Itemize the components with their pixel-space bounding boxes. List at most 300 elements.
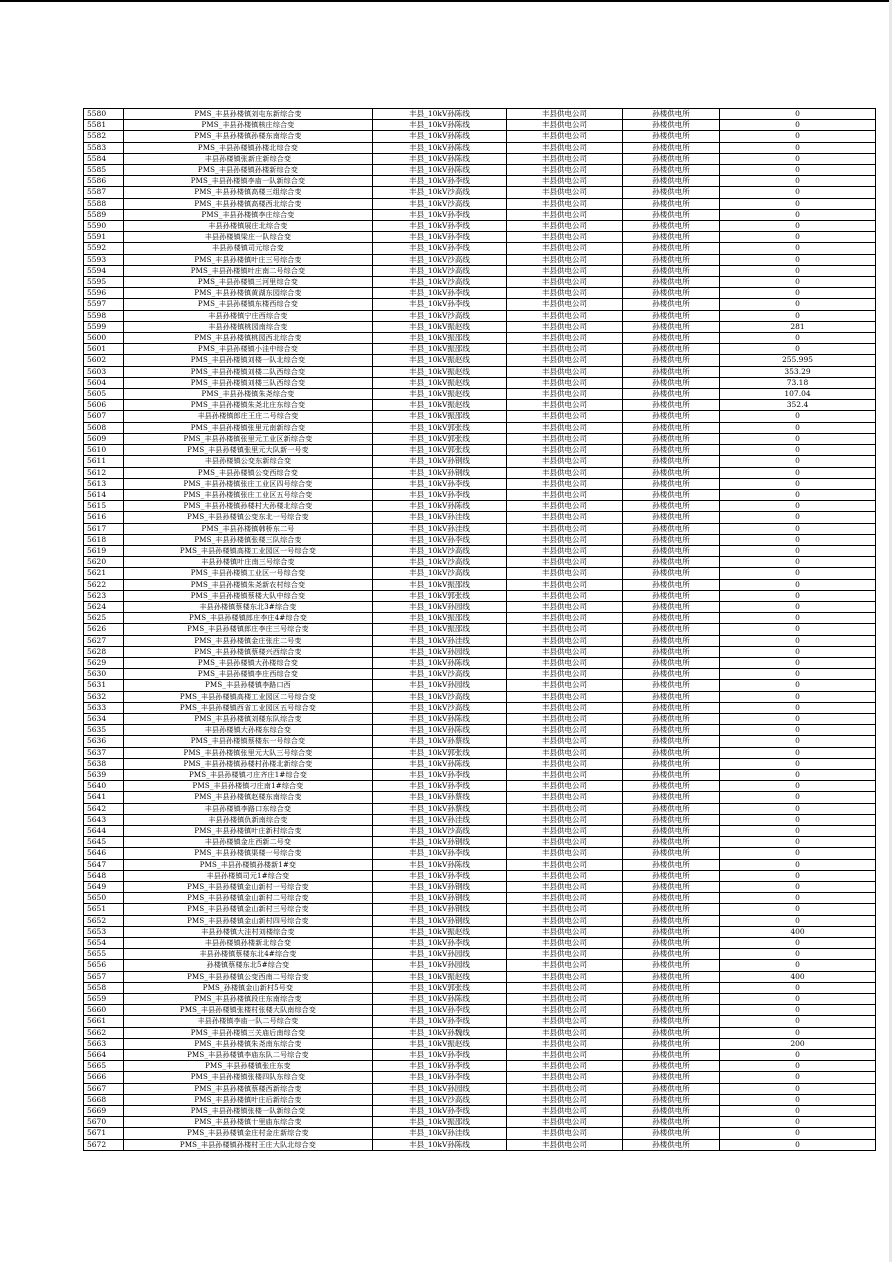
feeder-line-cell: 丰县_10kV振赵线 (373, 321, 507, 332)
feeder-line-cell: 丰县_10kV孙陈线 (373, 120, 507, 131)
substation-name-cell: PMS_丰县孙楼镇张楼三队综合变 (124, 534, 373, 545)
row-id-cell: 5591 (84, 232, 124, 243)
feeder-line-cell: 丰县_10kV振赵线 (373, 1038, 507, 1049)
table-row (84, 624, 876, 635)
substation-name-cell: PMS_丰县孙楼镇刘楼三队西综合变 (124, 377, 373, 388)
substation-name-cell: 丰县孙楼镇大洼村刘楼综合变 (124, 926, 373, 937)
company-cell: 丰县供电公司 (507, 467, 623, 478)
feeder-line-cell: 丰县_10kV振赵线 (373, 400, 507, 411)
station-cell: 孙楼供电所 (623, 389, 720, 400)
table-row (84, 1106, 876, 1117)
feeder-line-cell: 丰县_10kV沙高线 (373, 826, 507, 837)
row-id-cell: 5617 (84, 523, 124, 534)
company-cell: 丰县供电公司 (507, 971, 623, 982)
company-cell: 丰县供电公司 (507, 960, 623, 971)
value-cell: 0 (720, 1094, 876, 1105)
substation-name-cell: PMS_丰县孙楼镇金山新村三号综合变 (124, 904, 373, 915)
feeder-line-cell: 丰县_10kV孙陈线 (373, 1139, 507, 1150)
station-cell: 孙楼供电所 (623, 568, 720, 579)
company-cell: 丰县供电公司 (507, 254, 623, 265)
value-cell: 73.18 (720, 377, 876, 388)
substation-name-cell: 丰县孙楼镇蔡楼东北3#综合变 (124, 601, 373, 612)
value-cell: 0 (720, 848, 876, 859)
feeder-line-cell: 丰县_10kV孙钢线 (373, 882, 507, 893)
substation-name-cell: PMS_丰县孙楼镇刘屯东新综合变 (124, 109, 373, 120)
station-cell: 孙楼供电所 (623, 994, 720, 1005)
station-cell: 孙楼供电所 (623, 1005, 720, 1016)
table-row (84, 736, 876, 747)
row-id-cell: 5628 (84, 646, 124, 657)
station-cell: 孙楼供电所 (623, 355, 720, 366)
value-cell: 0 (720, 545, 876, 556)
table-row (84, 411, 876, 422)
row-id-cell: 5639 (84, 769, 124, 780)
substation-name-cell: PMS_孙楼镇金山新村5号变 (124, 982, 373, 993)
value-cell: 0 (720, 467, 876, 478)
value-cell: 200 (720, 1038, 876, 1049)
row-id-cell: 5583 (84, 142, 124, 153)
value-cell: 0 (720, 1117, 876, 1128)
value-cell: 0 (720, 691, 876, 702)
company-cell: 丰县供电公司 (507, 826, 623, 837)
station-cell: 孙楼供电所 (623, 1117, 720, 1128)
value-cell: 0 (720, 781, 876, 792)
value-cell: 0 (720, 613, 876, 624)
station-cell: 孙楼供电所 (623, 277, 720, 288)
substation-name-cell: 丰县孙楼镇桃园南综合变 (124, 321, 373, 332)
feeder-line-cell: 丰县_10kV振邵线 (373, 411, 507, 422)
table-row (84, 355, 876, 366)
row-id-cell: 5645 (84, 837, 124, 848)
feeder-line-cell: 丰县_10kV孙园线 (373, 646, 507, 657)
table-row (84, 377, 876, 388)
table-row (84, 445, 876, 456)
station-cell: 孙楼供电所 (623, 938, 720, 949)
feeder-line-cell: 丰县_10kV孙李线 (373, 1061, 507, 1072)
company-cell: 丰县供电公司 (507, 344, 623, 355)
table-row (84, 982, 876, 993)
substation-name-cell: 孙楼镇蔡楼东北5#综合变 (124, 960, 373, 971)
feeder-line-cell: 丰县_10kV孙李线 (373, 176, 507, 187)
table-row (84, 949, 876, 960)
substation-name-cell: PMS_丰县孙楼镇大孙楼综合变 (124, 657, 373, 668)
company-cell: 丰县供电公司 (507, 915, 623, 926)
table-body (84, 109, 876, 1151)
substation-name-cell: PMS_丰县孙楼镇金山新村二号综合变 (124, 893, 373, 904)
company-cell: 丰县供电公司 (507, 1139, 623, 1150)
table-row (84, 702, 876, 713)
company-cell: 丰县供电公司 (507, 478, 623, 489)
substation-name-cell: PMS_丰县孙楼镇金庄张庄二号变 (124, 635, 373, 646)
station-cell: 孙楼供电所 (623, 601, 720, 612)
station-cell: 孙楼供电所 (623, 657, 720, 668)
substation-name-cell: 丰县孙楼镇叶庄南三号综合变 (124, 557, 373, 568)
value-cell: 0 (720, 960, 876, 971)
feeder-line-cell: 丰县_10kV沙高线 (373, 1094, 507, 1105)
table-row (84, 187, 876, 198)
substation-name-cell: PMS_丰县孙楼镇孙楼新综合变 (124, 165, 373, 176)
company-cell: 丰县供电公司 (507, 120, 623, 131)
station-cell: 孙楼供电所 (623, 534, 720, 545)
table-row (84, 915, 876, 926)
row-id-cell: 5661 (84, 1016, 124, 1027)
value-cell: 0 (720, 982, 876, 993)
table-row (84, 579, 876, 590)
substation-name-cell: PMS_丰县孙楼镇刘楼东队综合变 (124, 713, 373, 724)
company-cell: 丰县供电公司 (507, 221, 623, 232)
value-cell: 0 (720, 512, 876, 523)
feeder-line-cell: 丰县_10kV孙园线 (373, 960, 507, 971)
company-cell: 丰县供电公司 (507, 109, 623, 120)
company-cell: 丰县供电公司 (507, 870, 623, 881)
table-row (84, 456, 876, 467)
company-cell: 丰县供电公司 (507, 1038, 623, 1049)
row-id-cell: 5620 (84, 557, 124, 568)
table-row (84, 713, 876, 724)
row-id-cell: 5649 (84, 882, 124, 893)
value-cell: 400 (720, 971, 876, 982)
feeder-line-cell: 丰县_10kV孙陈线 (373, 109, 507, 120)
table-row (84, 433, 876, 444)
substation-name-cell: PMS_丰县孙楼镇李庄综合变 (124, 209, 373, 220)
company-cell: 丰县供电公司 (507, 747, 623, 758)
feeder-line-cell: 丰县_10kV孙陈线 (373, 142, 507, 153)
station-cell: 孙楼供电所 (623, 915, 720, 926)
company-cell: 丰县供电公司 (507, 590, 623, 601)
table-row (84, 859, 876, 870)
substation-name-cell: PMS_丰县孙楼镇李庄西综合变 (124, 669, 373, 680)
row-id-cell: 5636 (84, 736, 124, 747)
table-row (84, 1072, 876, 1083)
company-cell: 丰县供电公司 (507, 725, 623, 736)
value-cell: 0 (720, 254, 876, 265)
row-id-cell: 5614 (84, 489, 124, 500)
table-row (84, 221, 876, 232)
value-cell: 0 (720, 422, 876, 433)
company-cell: 丰县供电公司 (507, 814, 623, 825)
table-row (84, 288, 876, 299)
company-cell: 丰县供电公司 (507, 422, 623, 433)
company-cell: 丰县供电公司 (507, 153, 623, 164)
value-cell: 0 (720, 523, 876, 534)
feeder-line-cell: 丰县_10kV郭张线 (373, 422, 507, 433)
substation-name-cell: PMS_丰县孙楼镇张里元南新综合变 (124, 422, 373, 433)
value-cell: 0 (720, 489, 876, 500)
company-cell: 丰县供电公司 (507, 669, 623, 680)
value-cell: 107.04 (720, 389, 876, 400)
station-cell: 孙楼供电所 (623, 781, 720, 792)
company-cell: 丰县供电公司 (507, 1094, 623, 1105)
substation-name-cell: PMS_丰县孙楼镇渠楼一号综合变 (124, 848, 373, 859)
table-row (84, 568, 876, 579)
value-cell: 0 (720, 859, 876, 870)
table-row (84, 994, 876, 1005)
feeder-line-cell: 丰县_10kV振赵线 (373, 926, 507, 937)
feeder-line-cell: 丰县_10kV孙园线 (373, 1083, 507, 1094)
table-row (84, 277, 876, 288)
company-cell: 丰县供电公司 (507, 736, 623, 747)
company-cell: 丰县供电公司 (507, 265, 623, 276)
value-cell: 0 (720, 198, 876, 209)
company-cell: 丰县供电公司 (507, 949, 623, 960)
feeder-line-cell: 丰县_10kV孙洼线 (373, 814, 507, 825)
feeder-line-cell: 丰县_10kV沙高线 (373, 568, 507, 579)
feeder-line-cell: 丰县_10kV孙李线 (373, 232, 507, 243)
feeder-line-cell: 丰县_10kV孙蔡线 (373, 803, 507, 814)
value-cell: 0 (720, 568, 876, 579)
value-cell: 0 (720, 1083, 876, 1094)
station-cell: 孙楼供电所 (623, 131, 720, 142)
company-cell: 丰县供电公司 (507, 277, 623, 288)
station-cell: 孙楼供电所 (623, 848, 720, 859)
station-cell: 孙楼供电所 (623, 1050, 720, 1061)
value-cell: 0 (720, 624, 876, 635)
station-cell: 孙楼供电所 (623, 209, 720, 220)
row-id-cell: 5667 (84, 1083, 124, 1094)
station-cell: 孙楼供电所 (623, 882, 720, 893)
station-cell: 孙楼供电所 (623, 803, 720, 814)
value-cell: 0 (720, 870, 876, 881)
station-cell: 孙楼供电所 (623, 971, 720, 982)
feeder-line-cell: 丰县_10kV孙钢线 (373, 904, 507, 915)
row-id-cell: 5587 (84, 187, 124, 198)
value-cell: 0 (720, 1128, 876, 1139)
feeder-line-cell: 丰县_10kV振赵线 (373, 389, 507, 400)
row-id-cell: 5666 (84, 1072, 124, 1083)
station-cell: 孙楼供电所 (623, 478, 720, 489)
substation-name-cell: PMS_丰县孙楼镇公变东北一号综合变 (124, 512, 373, 523)
station-cell: 孙楼供电所 (623, 893, 720, 904)
substation-name-cell: PMS_丰县孙楼镇张楼村张楼大队南综合变 (124, 1005, 373, 1016)
row-id-cell: 5651 (84, 904, 124, 915)
company-cell: 丰县供电公司 (507, 512, 623, 523)
station-cell: 孙楼供电所 (623, 299, 720, 310)
value-cell: 0 (720, 949, 876, 960)
row-id-cell: 5599 (84, 321, 124, 332)
feeder-line-cell: 丰县_10kV沙高线 (373, 198, 507, 209)
station-cell: 孙楼供电所 (623, 333, 720, 344)
station-cell: 孙楼供电所 (623, 669, 720, 680)
feeder-line-cell: 丰县_10kV孙李线 (373, 1016, 507, 1027)
value-cell: 0 (720, 165, 876, 176)
row-id-cell: 5633 (84, 702, 124, 713)
table-row (84, 389, 876, 400)
substation-name-cell: PMS_丰县孙楼镇小洼中综合变 (124, 344, 373, 355)
feeder-line-cell: 丰县_10kV孙蔡线 (373, 736, 507, 747)
row-id-cell: 5581 (84, 120, 124, 131)
company-cell: 丰县供电公司 (507, 131, 623, 142)
row-id-cell: 5585 (84, 165, 124, 176)
station-cell: 孙楼供电所 (623, 624, 720, 635)
station-cell: 孙楼供电所 (623, 747, 720, 758)
company-cell: 丰县供电公司 (507, 456, 623, 467)
substation-name-cell: PMS_丰县孙楼镇十里庙东综合变 (124, 1117, 373, 1128)
table-row (84, 590, 876, 601)
station-cell: 孙楼供电所 (623, 1027, 720, 1038)
company-cell: 丰县供电公司 (507, 1083, 623, 1094)
substation-name-cell: PMS_丰县孙楼镇高楼工业园区二号综合变 (124, 691, 373, 702)
company-cell: 丰县供电公司 (507, 534, 623, 545)
substation-name-cell: PMS_丰县孙楼镇赵楼东南综合变 (124, 792, 373, 803)
station-cell: 孙楼供电所 (623, 859, 720, 870)
row-id-cell: 5629 (84, 657, 124, 668)
row-id-cell: 5627 (84, 635, 124, 646)
value-cell: 0 (720, 938, 876, 949)
company-cell: 丰县供电公司 (507, 355, 623, 366)
row-id-cell: 5597 (84, 299, 124, 310)
table-row (84, 512, 876, 523)
table-row (84, 400, 876, 411)
station-cell: 孙楼供电所 (623, 198, 720, 209)
feeder-line-cell: 丰县_10kV郭张线 (373, 747, 507, 758)
company-cell: 丰县供电公司 (507, 994, 623, 1005)
row-id-cell: 5650 (84, 893, 124, 904)
company-cell: 丰县供电公司 (507, 926, 623, 937)
company-cell: 丰县供电公司 (507, 938, 623, 949)
value-cell: 0 (720, 725, 876, 736)
table-row (84, 882, 876, 893)
feeder-line-cell: 丰县_10kV孙李线 (373, 1072, 507, 1083)
table-row (84, 120, 876, 131)
station-cell: 孙楼供电所 (623, 232, 720, 243)
substation-name-cell: 丰县孙楼镇展庄北综合变 (124, 221, 373, 232)
company-cell: 丰县供电公司 (507, 758, 623, 769)
value-cell: 0 (720, 1027, 876, 1038)
feeder-line-cell: 丰县_10kV振赵线 (373, 377, 507, 388)
value-cell: 0 (720, 590, 876, 601)
company-cell: 丰县供电公司 (507, 198, 623, 209)
feeder-line-cell: 丰县_10kV孙园线 (373, 601, 507, 612)
company-cell: 丰县供电公司 (507, 176, 623, 187)
substation-name-cell: PMS_丰县孙楼镇李庙东队二号综合变 (124, 1050, 373, 1061)
feeder-line-cell: 丰县_10kV郭张线 (373, 445, 507, 456)
station-cell: 孙楼供电所 (623, 579, 720, 590)
company-cell: 丰县供电公司 (507, 1050, 623, 1061)
row-id-cell: 5641 (84, 792, 124, 803)
table-row (84, 848, 876, 859)
company-cell: 丰县供电公司 (507, 433, 623, 444)
table-row (84, 142, 876, 153)
station-cell: 孙楼供电所 (623, 545, 720, 556)
row-id-cell: 5582 (84, 131, 124, 142)
station-cell: 孙楼供电所 (623, 489, 720, 500)
feeder-line-cell: 丰县_10kV孙洼线 (373, 635, 507, 646)
station-cell: 孙楼供电所 (623, 366, 720, 377)
table-row (84, 265, 876, 276)
substation-name-cell: 丰县孙楼镇司元综合变 (124, 243, 373, 254)
row-id-cell: 5594 (84, 265, 124, 276)
company-cell: 丰县供电公司 (507, 187, 623, 198)
table-row (84, 646, 876, 657)
value-cell: 0 (720, 1016, 876, 1027)
company-cell: 丰县供电公司 (507, 501, 623, 512)
row-id-cell: 5602 (84, 355, 124, 366)
row-id-cell: 5657 (84, 971, 124, 982)
value-cell: 0 (720, 601, 876, 612)
company-cell: 丰县供电公司 (507, 982, 623, 993)
feeder-line-cell: 丰县_10kV孙陈线 (373, 713, 507, 724)
table-row (84, 501, 876, 512)
table-row (84, 601, 876, 612)
substation-name-cell: PMS_丰县孙楼镇蔡楼东一号综合变 (124, 736, 373, 747)
company-cell: 丰县供电公司 (507, 893, 623, 904)
substation-name-cell: PMS_丰县孙楼镇叶庄新村综合变 (124, 826, 373, 837)
table-row (84, 545, 876, 556)
value-cell: 0 (720, 713, 876, 724)
feeder-line-cell: 丰县_10kV孙李线 (373, 1050, 507, 1061)
substation-name-cell: 丰县孙楼镇张新庄新综合变 (124, 153, 373, 164)
table-row (84, 781, 876, 792)
table-row (84, 826, 876, 837)
feeder-line-cell: 丰县_10kV孙李线 (373, 478, 507, 489)
feeder-line-cell: 丰县_10kV孙陈线 (373, 859, 507, 870)
table-row (84, 366, 876, 377)
table-row (84, 960, 876, 971)
row-id-cell: 5631 (84, 680, 124, 691)
feeder-line-cell: 丰县_10kV孙陈线 (373, 994, 507, 1005)
feeder-line-cell: 丰县_10kV孙陈线 (373, 657, 507, 668)
station-cell: 孙楼供电所 (623, 254, 720, 265)
substation-name-cell: PMS_丰县孙楼镇金山新村四号综合变 (124, 915, 373, 926)
feeder-line-cell: 丰县_10kV孙李线 (373, 848, 507, 859)
row-id-cell: 5656 (84, 960, 124, 971)
value-cell: 0 (720, 299, 876, 310)
row-id-cell: 5586 (84, 176, 124, 187)
table-row (84, 657, 876, 668)
table-row (84, 209, 876, 220)
substation-name-cell: PMS_丰县孙楼镇孙楼北综合变 (124, 142, 373, 153)
row-id-cell: 5635 (84, 725, 124, 736)
value-cell: 281 (720, 321, 876, 332)
station-cell: 孙楼供电所 (623, 120, 720, 131)
feeder-line-cell: 丰县_10kV孙李线 (373, 534, 507, 545)
row-id-cell: 5618 (84, 534, 124, 545)
row-id-cell: 5615 (84, 501, 124, 512)
station-cell: 孙楼供电所 (623, 1061, 720, 1072)
substation-name-cell: PMS_丰县孙楼镇孙楼村大孙楼北综合变 (124, 501, 373, 512)
value-cell: 0 (720, 1139, 876, 1150)
station-cell: 孙楼供电所 (623, 109, 720, 120)
value-cell: 0 (720, 411, 876, 422)
value-cell: 0 (720, 680, 876, 691)
substation-name-cell: PMS_丰县孙楼镇高楼西北综合变 (124, 198, 373, 209)
company-cell: 丰县供电公司 (507, 882, 623, 893)
substation-name-cell: 丰县孙楼镇仇新南综合变 (124, 814, 373, 825)
page-top-border (0, 0, 892, 2)
substation-name-cell: PMS_丰县孙楼镇叶庄南二号综合变 (124, 265, 373, 276)
company-cell: 丰县供电公司 (507, 635, 623, 646)
substation-name-cell: PMS_丰县孙楼镇郎庄李庄4#综合变 (124, 613, 373, 624)
feeder-line-cell: 丰县_10kV郭张线 (373, 433, 507, 444)
feeder-line-cell: 丰县_10kV孙陈线 (373, 153, 507, 164)
substation-name-cell: 丰县孙楼镇梁庄一队综合变 (124, 232, 373, 243)
value-cell: 0 (720, 176, 876, 187)
company-cell: 丰县供电公司 (507, 568, 623, 579)
feeder-line-cell: 丰县_10kV孙钢线 (373, 915, 507, 926)
station-cell: 孙楼供电所 (623, 400, 720, 411)
substation-name-cell: 丰县孙楼镇公变东新综合变 (124, 456, 373, 467)
station-cell: 孙楼供电所 (623, 713, 720, 724)
station-cell: 孙楼供电所 (623, 870, 720, 881)
row-id-cell: 5660 (84, 1005, 124, 1016)
station-cell: 孙楼供电所 (623, 1038, 720, 1049)
row-id-cell: 5634 (84, 713, 124, 724)
row-id-cell: 5622 (84, 579, 124, 590)
substation-name-cell: PMS_丰县孙楼镇朱尧综合变 (124, 389, 373, 400)
station-cell: 孙楼供电所 (623, 1128, 720, 1139)
substation-name-cell: PMS_丰县孙楼镇朱尧南东综合变 (124, 1038, 373, 1049)
value-cell: 0 (720, 579, 876, 590)
